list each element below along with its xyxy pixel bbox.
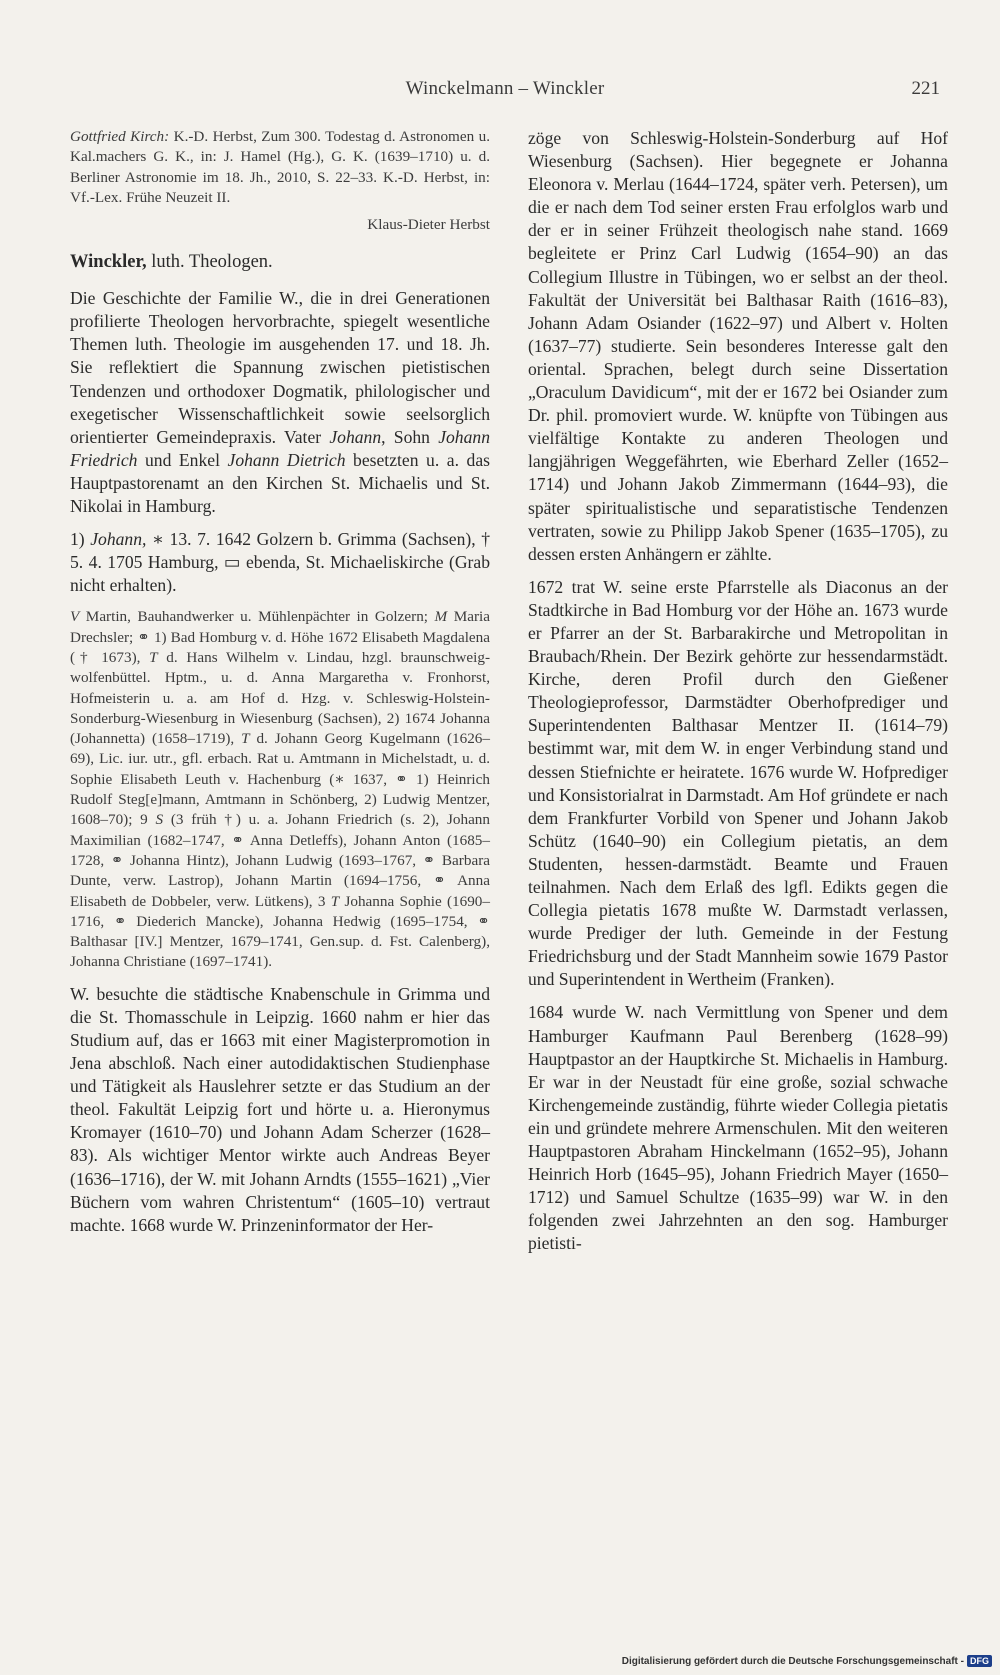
left-column [70,127,490,1247]
person-life-dates: ∗ 13. 7. 1642 Golzern b. Grimma (Sachsen), † 5. 4. 1705 Hamburg, ▭ ebenda, St. Michaeliskirche (Grab nicht erhalten). [70,529,490,596]
page-header [70,78,940,104]
literature-subject: Gottfried Kirch: [70,128,170,145]
entry-name: Winckler, [70,252,147,273]
literature-text: K.-D. Herbst, Zum 300. Todestag d. Astronomen u. Kal.machers G. K., in: J. Hamel (Hg.), G. K. (1639–1710) u. d. Berliner Astronomie im 18. Jh., 2010, S. 22–33. K.-D. Herbst, in: Vf.-Lex. Frühe Neuzeit II. [70,128,490,206]
paragraph-wiesenburg-tuebingen: zöge von Schleswig-Holstein-Sonderburg auf Hof Wiesenburg (Sachsen). Hier begegnete er Johanna Eleonora v. Merlau (1644–1724, später verh. Petersen), um die er nach dem Tod seiner ersten Frau erfolglos warb und der er in seiner Frühzeit theologisch nahe stand. 1669 begleitete er Prinz Carl Ludwig (1654–90) an das Collegium Illustre in Tübingen, wo er selbst an der theol. Fakultät der Universität bei Balthasar Raith (1616–83), Johann Adam Osiander (1622–97) und Albert v. Holten (1637–77) studierte. Sein besonderes Interesse galt den oriental. Sprachen, belegt durch seine Dissertation „Oraculum Davidicum“, mit der er 1672 bei Osiander zum Dr. phil. promoviert wurde. W. knüpfte von Tübingen aus vielfältige Kontakte zu anderen Theologen und langjährigen Weggefährten, wie Eberhard Zeller (1652–1714) und Johann Jakob Zimmermann (1644–93), die später spiritualistische und separatistische Tendenzen vertraten, sowie zu Philipp Jakob Spener (1635–1705), zu dessen ersten Anhängern er zählte. [528,128,948,564]
name-johann-friedrich: Johann Friedrich [70,426,490,470]
person-heading: 1) Johann, ∗ 13. 7. 1642 Golzern b. Grimma (Sachsen), † 5. 4. 1705 Hamburg, ▭ ebenda, St. Michaeliskirche (Grab nicht erhalten). [70,529,490,596]
entry-description: luth. Theologen. [146,252,273,273]
running-title: Winckelmann – Winckler [405,78,605,99]
person-name: Johann, [90,529,147,550]
name-johann-dietrich: Johann Dietrich [227,449,346,470]
author-signature: Klaus-Dieter Herbst [367,216,490,234]
genealogy-paragraph: V Martin, Bauhandwerker u. Mühlenpächter in Golzern; M Maria Drechsler; ⚭ 1) Bad Homburg v. d. Höhe 1672 Elisabeth Magdalena († 1673), T d. Hans Wilhelm v. Lindau, hzgl. braunschweig-wolfenbüttel. Hptm., u. d. Anna Margaretha v. Fronhorst, Hofmeisterin u. a. am Hof d. Hzg. v. Schleswig-Holstein-Sonderburg-Wiesenburg in Wiesenburg (Sachsen), 2) 1674 Johanna (Johannetta) (1658–1719), T d. Johann Georg Kugelmann (1626–69), Lic. iur. utr., gfl. erbach. Rat u. Amtmann in Michelstadt, u. d. Sophie Elisabeth Leuth v. Hachenburg (∗ 1637, ⚭ 1) Heinrich Rudolf Steg[e]mann, Amtmann in Schönberg, 2) Ludwig Mentzer, 1608–70); 9 S (3 früh †) u. a. Johann Friedrich (s. 2), Johann Maximilian (1682–1747, ⚭ Anna Detleffs), Johann Anton (1685–1728, ⚭ Johanna Hintz), Johann Ludwig (1693–1767, ⚭ Barbara Dunte, verw. Lastrop), Johann Martin (1694–1756, ⚭ Anna Elisabeth de Dobbeler, verw. Lütkens), 3 T Johanna Sophie (1690–1716, ⚭ Diederich Mancke), Johanna Hedwig (1695–1754, ⚭ Balthasar [IV.] Mentzer, 1679–1741, Gen.sup. d. Fst. Calenberg), Johanna Christiane (1697–1741). [70,608,490,971]
footer-credit [622,1655,992,1667]
paragraph-homburg-darmstadt: 1672 trat W. seine erste Pfarrstelle als Diaconus an der Stadtkirche in Bad Homburg vor der Höhe an. 1673 wurde er Pfarrer an der St. Barbarakirche und Metropolitan in Braubach/Rhein. Der Bezirk gehörte zur hessendarmstädt. Kirche, deren Profil durch den Gießener Theologieprofessor, Darmstädter Oberhofprediger und Superintendenten Balthasar Mentzer II. (1614–79) bestimmt war, mit dem W. in enger Verbindung stand und dessen Stiefnichte er heiratete. 1676 wurde W. Hofprediger und Konsistorialrat in Darmstadt. Am Hof gründete er nach dem Frankfurter Vorbild von Spener und Johann Jakob Schütz (1640–90) ein Collegium pietatis, an dem Studenten, hessen-darmstädt. Beamte und Frauen teilnahmen. Nach dem Erlaß des lgfl. Edikts gegen die Collegia pietatis 1678 mußte W. Darmstadt verlassen, wurde Prediger der luth. Gemeinde in der Festung Friedrichsburg und der Stadt Mannheim sowie 1679 Pastor und Superintendent in Wertheim (Franken). [528,576,948,990]
paragraph-hamburg: 1684 wurde W. nach Vermittlung von Spener und dem Hamburger Kaufmann Paul Berenberg (1628–99) Hauptpastor an der Hauptkirche St. Michaelis in Hamburg. Er war in der Neustadt für eine große, sozial schwache Kirchengemeinde zuständig, führte wieder Collegia pietatis ein und gründete mehrere Armenschulen. Mit den weiteren Hauptpastoren Abraham Hinckelmann (1652–95), Johann Heinrich Horb (1645–95), Johann Friedrich Mayer (1650–1712) und Samuel Schultze (1635–99) war W. in den folgenden zwei Jahrzehnten an den sog. Hamburger pietisti- [528,1002,948,1254]
page-number: 221 [911,78,940,99]
entry-heading [70,252,490,273]
right-column [528,127,948,1266]
footer-text: Digitalisierung gefördert durch die Deutsche Forschungsgemeinschaft - [621,1655,964,1667]
name-johann: Johann [329,426,382,447]
intro-paragraph: Die Geschichte der Familie W., die in drei Generationen profilierte Theologen hervorbrachte, spiegelt wesentliche Themen luth. Theologie im ausgehenden 17. und 18. Jh. Sie reflektiert die Spannung zwischen pietistischen Tendenzen und orthodoxer Dogmatik, philologischer und exegetischer Wissenschaftlichkeit sowie seelsorglich orientierter Gemeindepraxis. Vater Johann, Sohn Johann Friedrich und Enkel Johann Dietrich besetzten u. a. das Hauptpastorenamt an den Kirchen St. Michaelis und St. Nikolai in Hamburg. [70,288,491,517]
biography-paragraph: W. besuchte die städtische Knabenschule in Grimma und die St. Thomasschule in Leipzig. 1660 nahm er hier das Studium auf, das er 1663 mit einer Magisterpromotion in Jena abschloß. Nach einer autodidaktischen Studienphase und Tätigkeit als Hauslehrer setzte er das Studium an der theol. Fakultät Leipzig fort und hörte u. a. Hieronymus Kromayer (1610–70) und Johann Adam Scherzer (1628–83). Als wichtiger Mentor wirkte auch Andreas Beyer (1636–1716), der W. mit Johann Arndts (1555–1621) „Vier Büchern vom wahren Christentum“ (1605–10) vertraut machte. 1668 wurde W. Prinzeninformator der Her- [70,983,490,1235]
dfg-logo-icon: DFG [967,1655,992,1667]
literature-note [70,127,490,208]
